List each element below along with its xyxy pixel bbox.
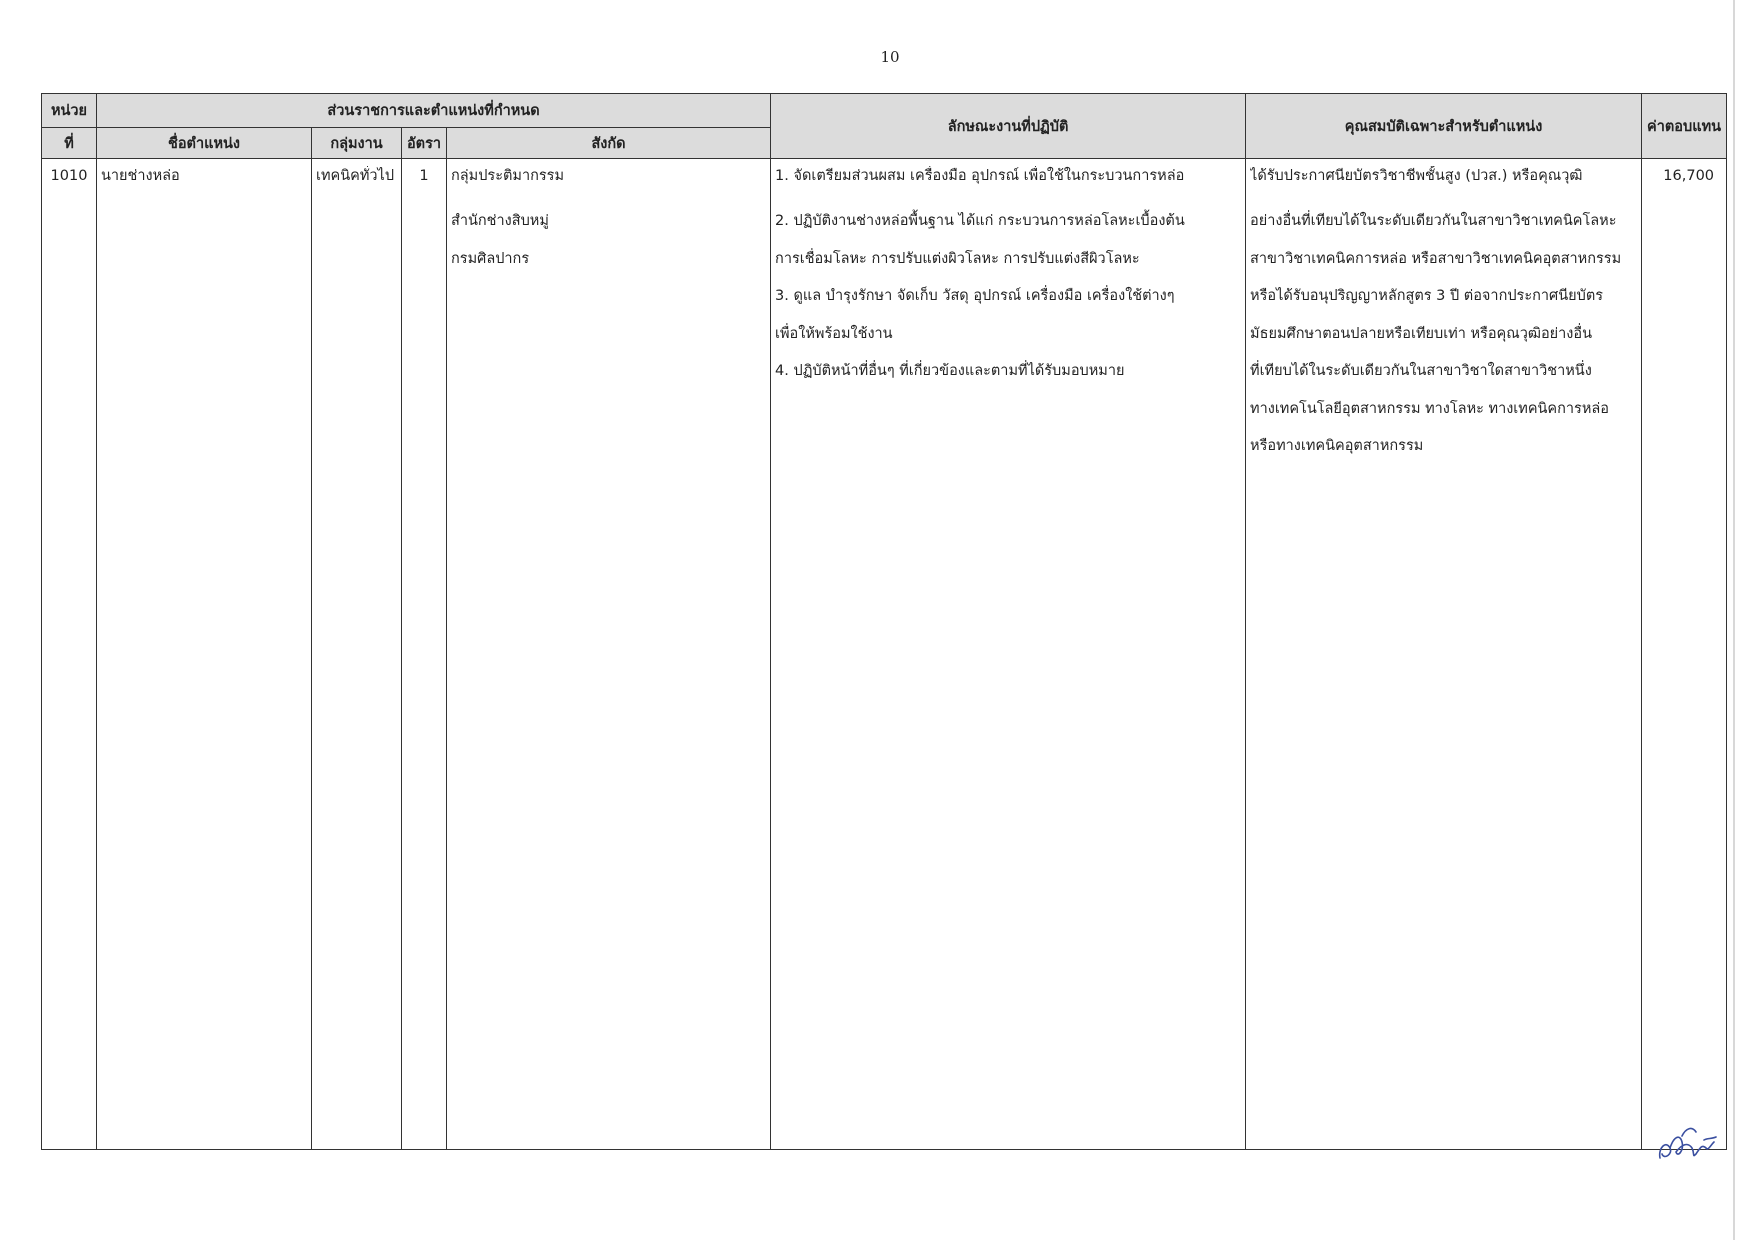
header-position-name: ชื่อตำแหน่ง xyxy=(97,128,312,159)
unit-no: 1010 xyxy=(50,168,88,184)
header-unit-no-line1: หน่วย xyxy=(50,103,88,119)
affiliation-line: สำนักช่างสิบหมู่ xyxy=(451,213,549,229)
qualification-line: หรือได้รับอนุปริญญาหลักสูตร 3 ปี ต่อจากประกาศนียบัตร xyxy=(1250,288,1604,304)
handwritten-signature xyxy=(1652,1118,1722,1174)
table-row xyxy=(42,159,1727,1150)
header-unit-no xyxy=(42,94,97,128)
qualification-line: อย่างอื่นที่เทียบได้ในระดับเดียวกันในสาขาวิชาเทคนิคโลหะ xyxy=(1250,213,1617,229)
header-group-title: ส่วนราชการและตำแหน่งที่กำหนด xyxy=(97,94,771,128)
duty-line: 3. ดูแล บำรุงรักษา จัดเก็บ วัสดุ อุปกรณ์ เครื่องมือ เครื่องใช้ต่างๆ xyxy=(775,288,1175,304)
scan-edge-line xyxy=(1733,0,1735,1240)
rate: 1 xyxy=(419,168,429,184)
duties-cell xyxy=(771,159,1246,1150)
position-table xyxy=(41,93,1727,1150)
qualification-line: มัธยมศึกษาตอนปลายหรือเทียบเท่า หรือคุณวุฒิอย่างอื่น xyxy=(1250,325,1592,342)
qualification-line: หรือทางเทคนิคอุตสาหกรรม xyxy=(1250,438,1424,454)
affiliation-line: กรมศิลปากร xyxy=(451,250,530,267)
qualifications-cell xyxy=(1246,159,1642,1150)
header-job-group: กลุ่มงาน xyxy=(312,128,402,159)
header-unit-no-line2: ที่ xyxy=(42,128,97,159)
affiliation-line: กลุ่มประติมากรรม xyxy=(451,168,565,184)
position-name-cell xyxy=(97,159,312,1150)
compensation: 16,700 xyxy=(1663,168,1715,184)
duty-line: เพื่อให้พร้อมใช้งาน xyxy=(775,325,893,342)
header-duties: ลักษณะงานที่ปฏิบัติ xyxy=(771,94,1246,159)
affiliation-cell xyxy=(447,159,771,1150)
qualification-line: สาขาวิชาเทคนิคการหล่อ หรือสาขาวิชาเทคนิคอุตสาหกรรม xyxy=(1250,250,1622,267)
duty-line: การเชื่อมโลหะ การปรับแต่งผิวโลหะ การปรับแต่งสีผิวโลหะ xyxy=(775,250,1140,267)
position-name: นายช่างหล่อ xyxy=(101,168,180,184)
header-qualifications: คุณสมบัติเฉพาะสำหรับตำแหน่ง xyxy=(1246,94,1642,159)
compensation-cell xyxy=(1642,159,1727,1150)
duty-line: 2. ปฏิบัติงานช่างหล่อพื้นฐาน ได้แก่ กระบวนการหล่อโลหะเบื้องต้น xyxy=(775,213,1185,229)
duty-line: 4. ปฏิบัติหน้าที่อื่นๆ ที่เกี่ยวข้องและตามที่ได้รับมอบหมาย xyxy=(775,363,1125,379)
unit-no-cell xyxy=(42,159,97,1150)
qualification-line: ได้รับประกาศนียบัตรวิชาชีพชั้นสูง (ปวส.) หรือคุณวุฒิ xyxy=(1250,168,1583,184)
qualification-line: ทางเทคโนโลยีอุตสาหกรรม ทางโลหะ ทางเทคนิคการหล่อ xyxy=(1250,400,1609,417)
job-group: เทคนิคทั่วไป xyxy=(316,168,395,184)
header-compensation: ค่าตอบแทน xyxy=(1642,94,1727,159)
header-rate: อัตรา xyxy=(402,128,447,159)
page-number: 10 xyxy=(880,48,900,66)
duty-line: 1. จัดเตรียมส่วนผสม เครื่องมือ อุปกรณ์ เพื่อใช้ในกระบวนการหล่อ xyxy=(775,168,1185,184)
job-group-cell xyxy=(312,159,402,1150)
header-affiliation: สังกัด xyxy=(447,128,771,159)
rate-cell xyxy=(402,159,447,1150)
qualification-line: ที่เทียบได้ในระดับเดียวกันในสาขาวิชาใดสาขาวิชาหนึ่ง xyxy=(1250,363,1592,379)
